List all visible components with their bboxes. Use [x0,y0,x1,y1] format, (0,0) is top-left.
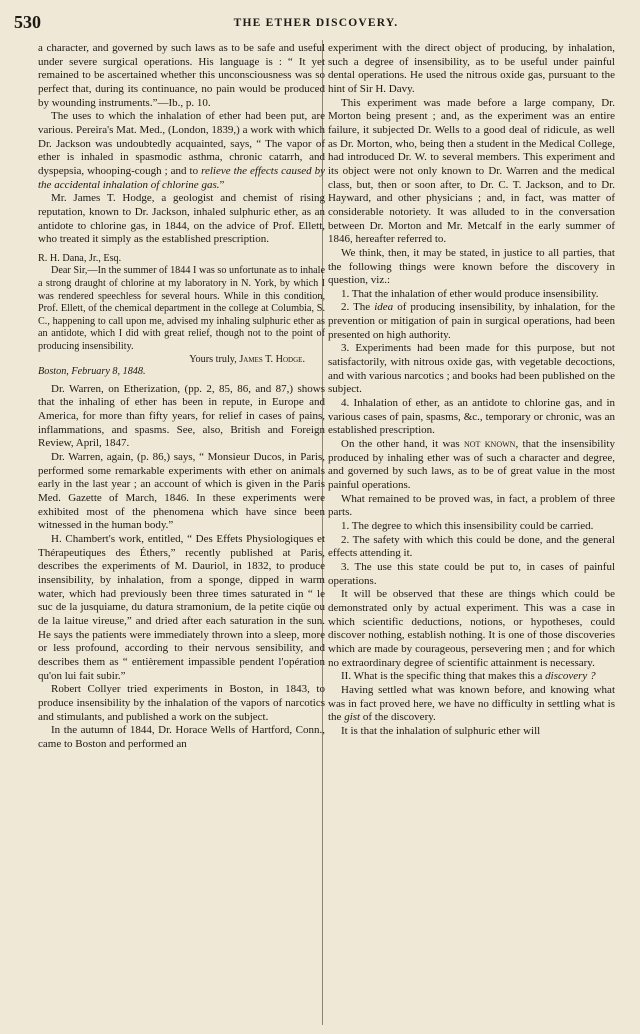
paragraph: On the other hand, it was not known, that the insensibility produced by inhaling ether was of such a character and degree, and governed by such laws, as to be of great value in the most painful operations. [328,438,615,491]
paragraph: The uses to which the inhalation of ether had been put, are various. Pereira's Mat. Med., (London, 1839,) a work with which Dr. Jackson was undoubtedly acquainted, says, “ The vapor of ether is inhaled in spasmodic asthma, chronic catarrh, and dyspepsia, whooping-cough ; and to relieve the effects caused by the accidental inhalation of chlorine gas.” [38,110,325,191]
paragraph: Having settled what was known before, and knowing what was in fact proved here, we have no difficulty in settling what is the gist of the discovery. [328,683,615,724]
paragraph: We think, then, it may be stated, in justice to all parties, that the following things were known before the discovery in question, viz.: [328,246,615,287]
paragraph: experiment with the direct object of producing, by inhalation, such a degree of insensibility, as to be useful under painful dental operations. He used the nitrous oxide gas, pursuant to the hint of Sir H. Davy. [328,42,615,95]
right-column [328,42,615,738]
list-item: 2. The safety with which this could be done, and the general effects attending it. [328,533,615,560]
paragraph: What remained to be proved was, in fact, a problem of three parts. [328,492,615,519]
list-item: 3. The use this state could be put to, in cases of painful operations. [328,560,615,587]
left-column [38,42,325,752]
paragraph: Mr. James T. Hodge, a geologist and chemist of rising reputation, known to Dr. Jackson, inhaled sulphuric ether, as an antidote to chlorine gas, in 1844, on the advice of Prof. Ellett, who treated it simply as the established prescription. [38,192,325,246]
quoted-letter [38,253,325,379]
paragraph: It is that the inhalation of sulphuric ether will [341,724,541,737]
paragraph: This experiment was made before a large company, Dr. Morton being present ; and, as the experiment was an entire failure, it subjected Dr. Wells to a good deal of ridicule, as well as Dr. Morton, who, being then a student in the Medical College, had introduced Dr. W. to several members. This experiment and its object were not only known to Dr. Warren and the medical class, but, then or soon after, to Dr. C. T. Jackson, and to Dr. Hayward, and other physicians ; and, in fact, was matter of considerable notoriety. It was alluded to in the conversation between Dr. Morton and Mr. Metcalf in the early summer of 1846, hereafter referred to. [328,96,615,246]
paragraph: II. What is the specific thing that makes this a discovery ? [341,670,596,683]
paragraph: H. Chambert's work, entitled, “ Des Effets Physiologiques et Thérapeutiques des Éthers,” recently published at Paris, describes the experiments of M. Dauriol, in 1832, to produce insensibility, by inhalation, from a sponge, dipped in warm water, which had previously been three times saturated in “ le suc de la jusquiame, du datura stramonium, de la petite ciqüe ou de la laitue vireuse,” and dried after each saturation in the sun. He says the patients were immediately thrown into a sleep, more or less profound, according to their nervous sensibility, and describes them as “ entièrement impassible pendent l'opération qu'on lui fait subir.” [38,533,325,682]
letter-body: Dear Sir,—In the summer of 1844 I was so unfortunate as to inhale a strong draught of chlorine at my laboratory in N. York, by which I was rendered speechless for several hours. While in this condition, Prof. Ellett, of the chemical department in the college at Columbia, S. C., happening to call upon me, advised my inhaling sulphuric ether as an antidote, which I did with great relief, though not to the point of producing insensibility. [38,265,325,352]
letter-place-date: Boston, February 8, 1848. [38,366,146,378]
paragraph: a character, and governed by such laws as to be safe and useful under severe surgical operations. His language is : “ It yet remained to be ascertained whether this unconsciousness was so perfect that, during its continuance, no pain would be produced by wounding instruments.”—Ib., p. 10. [38,42,325,109]
paragraph: In the autumn of 1844, Dr. Horace Wells of Hartford, Conn., came to Boston and performed an [38,724,325,750]
paragraph: It will be observed that these are things which could be demonstrated only by actual experiment. This was a case in which scientific deductions, notions, or hypotheses, could discover nothing, establish nothing. It is one of those discoveries which are made by courageous, persevering men ; and for which no extraordinary degree of scientific attainment is necessary. [328,588,615,669]
page-number: 530 [14,12,41,32]
list-item: 3. Experiments had been made for this purpose, but not satisfactorily, with nitrous oxide gas, with vegetable decoctions, and with various narcotics ; and books had been published on the subject. [328,342,615,396]
letter-signature: Yours truly, James T. Hodge. [189,353,305,365]
list-item: 1. The degree to which this insensibility could be carried. [341,519,594,532]
list-item: 2. The idea of producing insensibility, by inhalation, for the prevention or mitigation of pain in surgical operations, had been presented on high authority. [328,301,616,341]
page-header [14,12,618,38]
paragraph: Robert Collyer tried experiments in Boston, in 1843, to produce insensibility by the inhalation of the vapors of narcotics and stimulants, and published a work on the subject. [38,683,325,723]
list-item: 1. That the inhalation of ether would produce insensibility. [341,287,599,300]
running-title: THE ETHER DISCOVERY. [233,17,399,29]
paragraph: Dr. Warren, again, (p. 86,) says, “ Monsieur Ducos, in Paris, performed some remarkable experiments with ether on animals early in the last year ; an account of which is given in the Paris Med. Gazette of March, 1846. In these experiments were exhibited most of the phenomena which have since been witnessed in the human body.” [38,451,325,532]
letter-addressee: R. H. Dana, Jr., Esq. [38,252,122,264]
paragraph: Dr. Warren, on Etherization, (pp. 2, 85, 86, and 87,) shows that the inhaling of ether has been in repute, in Europe and America, for more than fifty years, for relief in cases of pains, inflammations, and spasms. See, also, British and Foreign Review, April, 1847. [38,382,325,450]
list-item: 4. Inhalation of ether, as an antidote to chlorine gas, and in various cases of pain, spasms, &c., temporary or chronic, was an established prescription. [328,397,615,437]
